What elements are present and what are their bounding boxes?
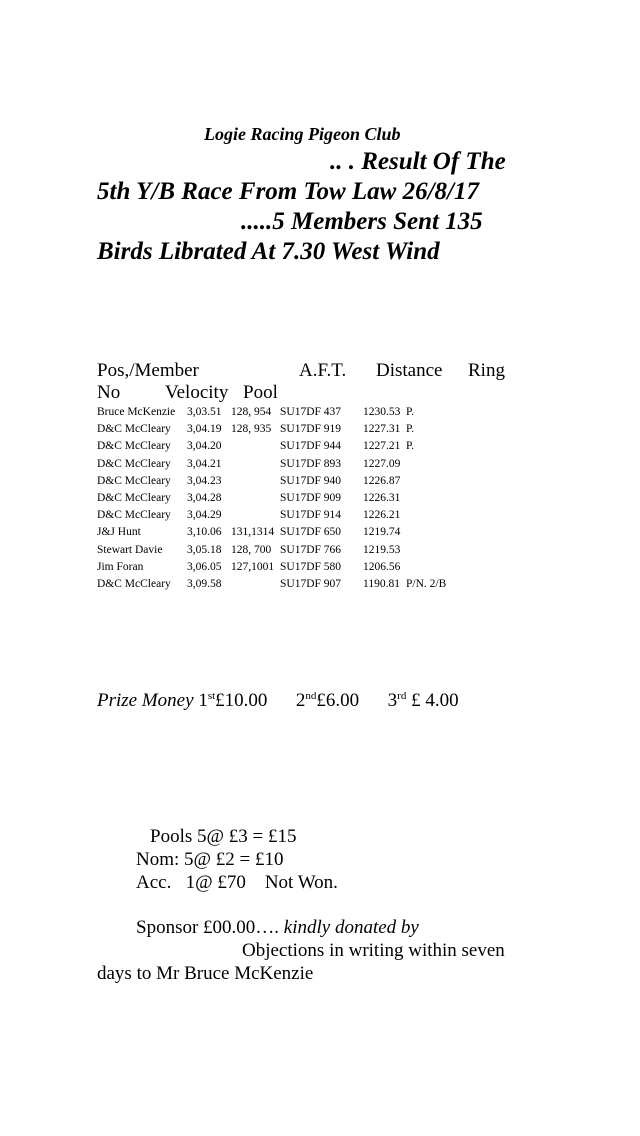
result-member: D&C McCleary [97, 457, 171, 470]
result-row [97, 473, 446, 490]
result-row [97, 559, 446, 576]
col-header-pool: Pool [243, 382, 278, 403]
result-velocity: 1219.53 [363, 543, 401, 556]
result-velocity: 1226.87 [363, 474, 401, 487]
result-pool: 127,1001 [231, 560, 275, 573]
result-ring: SU17DF 940 [280, 474, 342, 487]
result-ring: SU17DF 919 [280, 423, 342, 436]
result-note [406, 507, 446, 524]
result-time: 3,09.58 [187, 578, 222, 591]
results-table [97, 404, 446, 593]
headline-line-1: .. . Result Of The [330, 148, 506, 175]
result-note: P. [406, 440, 414, 453]
result-member: Stewart Davie [97, 543, 163, 556]
result-row [97, 490, 446, 507]
result-row [97, 404, 446, 421]
result-ring: SU17DF 580 [280, 560, 342, 573]
result-member: D&C McCleary [97, 578, 171, 591]
nom-line: Nom: 5@ £2 = £10 [136, 849, 284, 870]
objections-line-2: days to Mr Bruce McKenzie [97, 963, 314, 984]
result-velocity: 1227.31 [363, 423, 401, 436]
result-pool [231, 576, 280, 593]
result-time: 3,06.05 [187, 560, 222, 573]
result-pool: 128, 935 [231, 423, 272, 436]
result-note: P. [406, 406, 414, 418]
result-time: 3,03.51 [187, 406, 222, 418]
result-pool [231, 456, 280, 473]
result-ring: SU17DF 650 [280, 526, 342, 539]
club-name: Logie Racing Pigeon Club [204, 124, 401, 144]
headline-line-3: .....5 Members Sent 135 [241, 208, 483, 235]
result-time: 3,04.21 [187, 457, 222, 470]
result-ring: SU17DF 907 [280, 578, 342, 591]
result-row [97, 421, 446, 438]
result-time: 3,04.28 [187, 492, 222, 505]
result-time: 3,10.06 [187, 526, 222, 539]
result-note: P. [406, 423, 414, 436]
result-ring: SU17DF 909 [280, 492, 342, 505]
result-row [97, 524, 446, 541]
sponsor-line [136, 917, 419, 939]
result-velocity: 1219.74 [363, 526, 401, 539]
result-member: D&C McCleary [97, 492, 171, 505]
sponsor-note: kindly donated by [283, 917, 419, 938]
result-note: P/N. 2/B [406, 578, 447, 591]
result-member: D&C McCleary [97, 474, 171, 487]
result-pool [231, 438, 280, 455]
result-row [97, 438, 446, 455]
col-header-ring: Ring [468, 360, 505, 381]
result-time: 3,04.29 [187, 509, 222, 522]
result-note [406, 524, 446, 541]
prize-money-label: Prize Money [97, 690, 194, 711]
result-ring: SU17DF 893 [280, 457, 342, 470]
result-row [97, 542, 446, 559]
prize-first: 1st£10.00 [198, 690, 268, 711]
col-header-distance: Distance [376, 360, 443, 381]
prize-third: 3rd £ 4.00 [387, 690, 459, 711]
result-member: D&C McCleary [97, 509, 171, 522]
result-velocity: 1190.81 [363, 578, 400, 591]
prize-second: 2nd£6.00 [295, 690, 360, 711]
result-velocity: 1206.56 [363, 560, 401, 573]
result-velocity: 1230.53 [363, 406, 401, 418]
result-time: 3,04.19 [187, 423, 222, 436]
result-pool [231, 490, 280, 507]
result-time: 3,04.20 [187, 440, 222, 453]
result-velocity: 1226.21 [363, 509, 401, 522]
result-row [97, 507, 446, 524]
result-pool [231, 473, 280, 490]
result-pool: 128, 954 [231, 406, 272, 418]
result-member: Bruce McKenzie [97, 406, 176, 418]
result-ring: SU17DF 766 [280, 543, 342, 556]
result-row [97, 576, 446, 593]
col-header-velocity: Velocity [165, 382, 229, 403]
result-note [406, 473, 446, 490]
col-header-no: No [97, 382, 121, 403]
result-member: J&J Hunt [97, 526, 141, 539]
result-ring: SU17DF 944 [280, 440, 342, 453]
result-velocity: 1227.09 [363, 457, 401, 470]
result-note [406, 490, 446, 507]
result-time: 3,05.18 [187, 543, 222, 556]
result-pool: 128, 700 [231, 543, 272, 556]
col-header-aft: A.F.T. [299, 360, 347, 381]
result-ring: SU17DF 437 [280, 406, 342, 418]
result-pool: 131,1314 [231, 526, 275, 539]
result-velocity: 1226.31 [363, 492, 401, 505]
result-row [97, 456, 446, 473]
result-note [406, 542, 446, 559]
pools-line: Pools 5@ £3 = £15 [150, 826, 297, 847]
headline-line-2: 5th Y/B Race From Tow Law 26/8/17 [97, 178, 479, 205]
sponsor-amount: Sponsor £00.00…. [136, 917, 280, 938]
col-header-pos-member: Pos,/Member [97, 360, 199, 381]
result-note [406, 559, 446, 576]
objections-line-1: Objections in writing within seven [242, 940, 505, 961]
result-ring: SU17DF 914 [280, 509, 342, 522]
result-time: 3,04.23 [187, 474, 222, 487]
headline-line-4: Birds Librated At 7.30 West Wind [97, 238, 440, 265]
acc-line: Acc. 1@ £70 Not Won. [136, 872, 338, 893]
prize-money-line [97, 690, 459, 712]
result-pool [231, 507, 280, 524]
result-velocity: 1227.21 [363, 440, 401, 453]
result-note [406, 456, 446, 473]
result-member: D&C McCleary [97, 440, 171, 453]
result-member: Jim Foran [97, 560, 144, 573]
result-member: D&C McCleary [97, 423, 171, 436]
